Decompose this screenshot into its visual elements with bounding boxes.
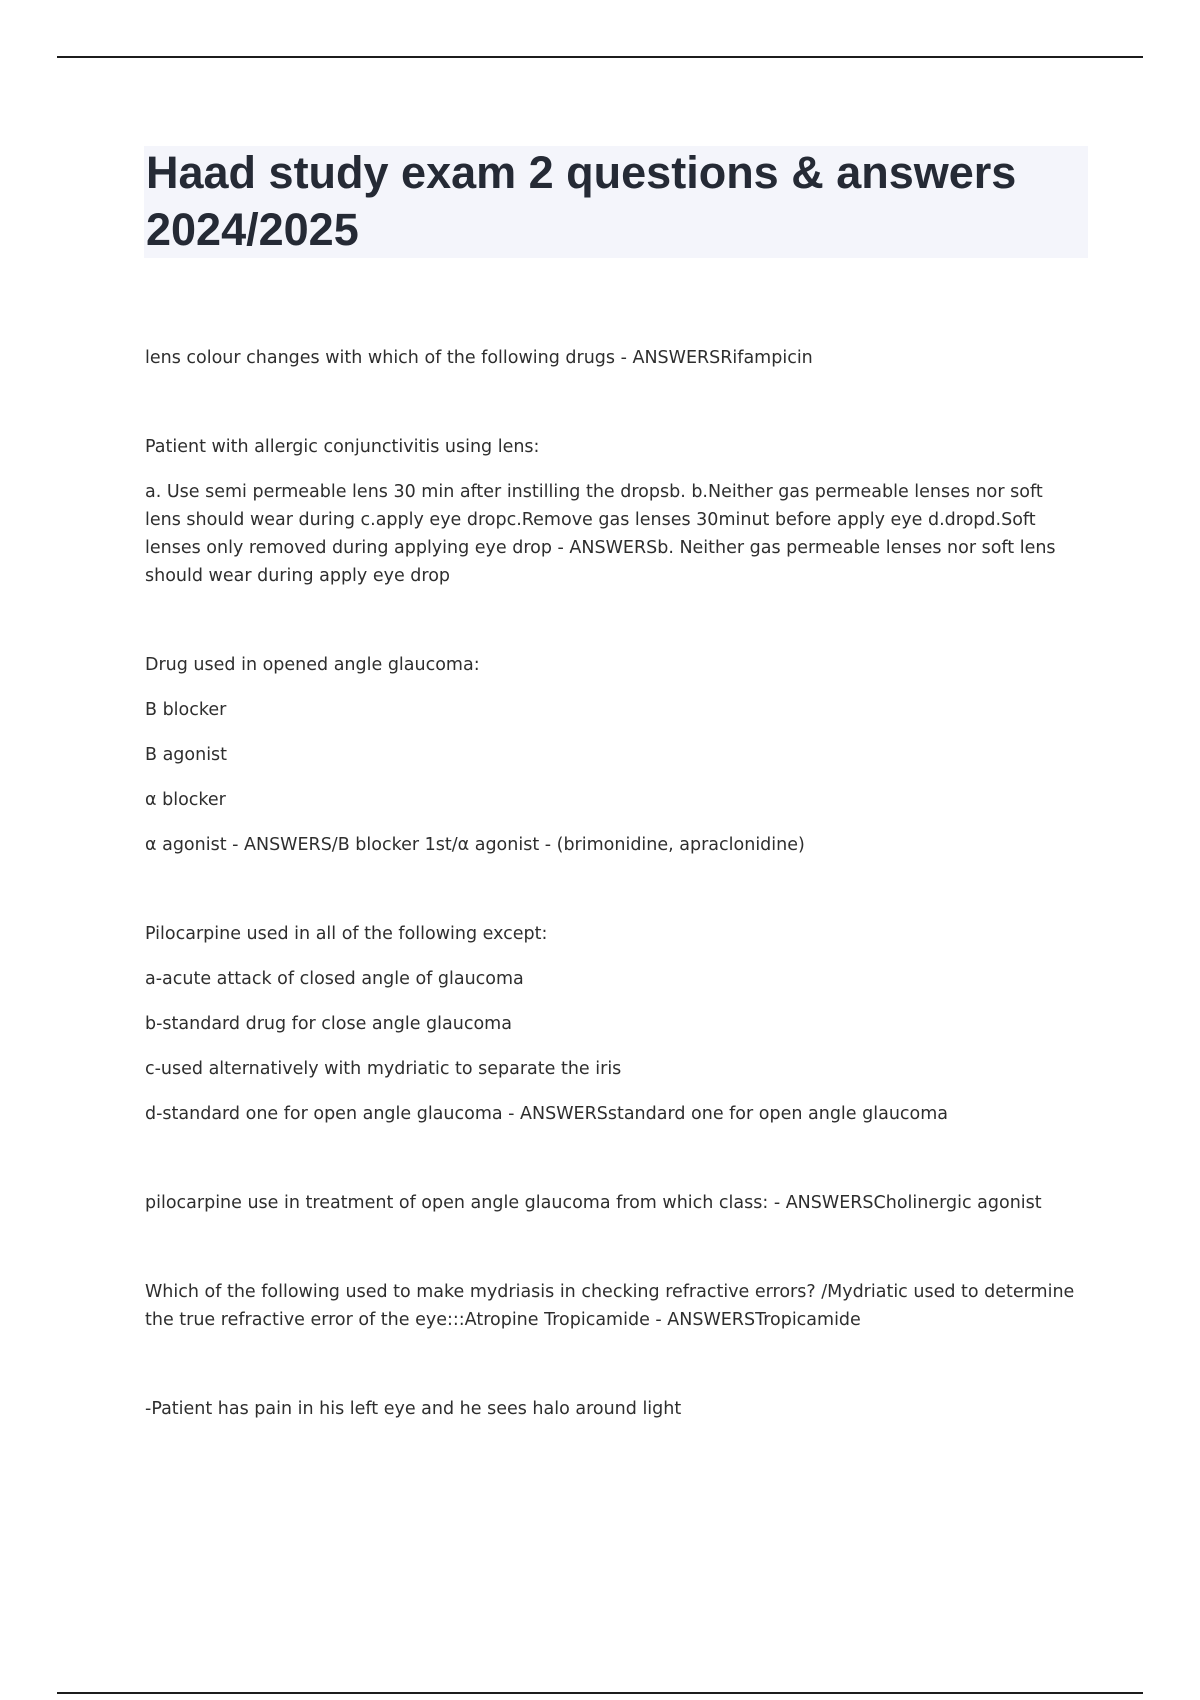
qa-item-4: [145, 920, 1080, 1128]
option-answer-text: α agonist - ANSWERS/B blocker 1st/α agonist - (brimonidine, apraclonidine): [145, 835, 805, 855]
document-title: Haad study exam 2 questions & answers 2024/2025: [146, 147, 1017, 255]
qa-item-5: [145, 1189, 1080, 1217]
qa-line: lens colour changes with which of the following drugs - ANSWERSRifampicin: [145, 348, 813, 368]
option-text: c-used alternatively with mydriatic to separate the iris: [145, 1059, 622, 1079]
qa-item-3: [145, 651, 1080, 859]
question-text: Patient with allergic conjunctivitis using lens:: [145, 437, 540, 457]
qa-line: -Patient has pain in his left eye and he sees halo around light: [145, 1399, 682, 1419]
bottom-rule: [57, 1692, 1143, 1694]
qa-item-2: [145, 433, 1080, 590]
qa-line: Which of the following used to make mydriasis in checking refractive errors? /Mydriatic used to determine the true refractive error of the eye:::Atropine Tropicamide - ANSWERSTropicamide: [145, 1282, 1075, 1330]
top-rule: [57, 56, 1143, 58]
option-text: b-standard drug for close angle glaucoma: [145, 1014, 512, 1034]
option-answer-text: d-standard one for open angle glaucoma - ANSWERSstandard one for open angle glaucoma: [145, 1104, 949, 1124]
qa-item-7: [145, 1395, 1080, 1423]
option-text: B agonist: [145, 745, 228, 765]
options-answer-text: a. Use semi permeable lens 30 min after instilling the dropsb. b.Neither gas permeable lenses nor soft lens should wear during c.apply eye dropc.Remove gas lenses 30minut before apply eye d.dropd.Soft lenses only removed during applying eye drop - ANSWERSb. Neither gas permeable lenses nor soft lens should wear during apply eye drop: [145, 482, 1056, 586]
option-text: a-acute attack of closed angle of glaucoma: [145, 969, 524, 989]
qa-item-1: [145, 344, 1080, 372]
qa-line: pilocarpine use in treatment of open angle glaucoma from which class: - ANSWERSCholinergic agonist: [145, 1193, 1042, 1213]
option-text: B blocker: [145, 700, 227, 720]
option-text: α blocker: [145, 790, 226, 810]
question-text: Pilocarpine used in all of the following except:: [145, 924, 548, 944]
qa-content: [145, 344, 1080, 1484]
qa-item-6: [145, 1278, 1080, 1334]
question-text: Drug used in opened angle glaucoma:: [145, 655, 480, 675]
